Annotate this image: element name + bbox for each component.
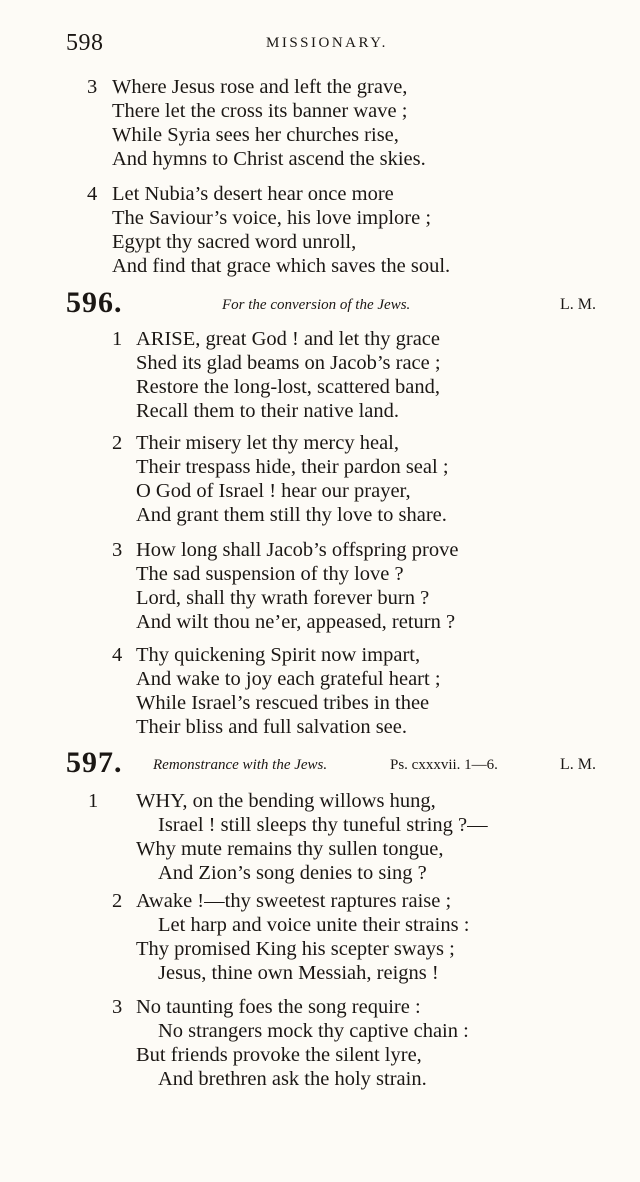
verse-line: And grant them still thy love to share. [136, 504, 447, 526]
hymn-meter: L. M. [560, 296, 596, 313]
scripture-reference: Ps. cxxxvii. 1—6. [390, 757, 498, 773]
verse-line: ARISE, great God ! and let thy grace [136, 328, 440, 350]
verse-line: Restore the long-lost, scattered band, [136, 376, 440, 398]
verse-line: The Saviour’s voice, his love implore ; [112, 207, 432, 229]
verse-line: Shed its glad beams on Jacob’s race ; [136, 352, 441, 374]
verse-line: And wilt thou ne’er, appeased, return ? [136, 611, 456, 633]
verse-line: O God of Israel ! hear our prayer, [136, 480, 411, 502]
verse-line: How long shall Jacob’s offspring prove [136, 539, 459, 561]
hymn-meter: L. M. [560, 756, 596, 773]
verse-line: Lord, shall thy wrath forever burn ? [136, 587, 430, 609]
hymn-heading [0, 746, 640, 780]
verse-line: The sad suspension of thy love ? [136, 563, 404, 585]
stanza-number: 4 [112, 644, 123, 666]
page-number: 598 [66, 30, 104, 56]
running-header [66, 30, 600, 56]
stanza-number: 3 [112, 996, 123, 1018]
stanza-number: 1 [88, 790, 99, 812]
verse-line: Their trespass hide, their pardon seal ; [136, 456, 449, 478]
verse-line: Why mute remains thy sullen tongue, [136, 838, 444, 860]
hymn-title: For the conversion of the Jews. [222, 297, 411, 313]
verse-line: And hymns to Christ ascend the skies. [112, 148, 426, 170]
verse-line: Jesus, thine own Messiah, reigns ! [158, 962, 439, 984]
verse-line: And find that grace which saves the soul. [112, 255, 451, 277]
stanza-number: 3 [112, 539, 123, 561]
verse-line: And wake to joy each grateful heart ; [136, 668, 441, 690]
verse-line: Where Jesus rose and left the grave, [112, 76, 408, 98]
verse-line: Thy quickening Spirit now impart, [136, 644, 421, 666]
running-title: MISSIONARY. [266, 35, 388, 51]
verse-line: No strangers mock thy captive chain : [158, 1020, 469, 1042]
verse-line: WHY, on the bending willows hung, [136, 790, 436, 812]
verse-line: Let harp and voice unite their strains : [158, 914, 470, 936]
stanza-number: 2 [112, 890, 123, 912]
hymn-number: 596. [66, 286, 123, 319]
verse-line: There let the cross its banner wave ; [112, 100, 408, 122]
verse-line: No taunting foes the song require : [136, 996, 421, 1018]
verse-line: While Israel’s rescued tribes in thee [136, 692, 430, 714]
verse-line: Israel ! still sleeps thy tuneful string ?— [158, 814, 488, 836]
verse-line: And brethren ask the holy strain. [158, 1068, 427, 1090]
stanza-number: 4 [87, 183, 98, 205]
hymn-title: Remonstrance with the Jews. [153, 757, 328, 773]
verse-line: Awake !—thy sweetest raptures raise ; [136, 890, 452, 912]
verse-line: Recall them to their native land. [136, 400, 399, 422]
stanza-number: 3 [87, 76, 98, 98]
stanza-number: 1 [112, 328, 123, 350]
verse-line: But friends provoke the silent lyre, [136, 1044, 422, 1066]
stanza-number: 2 [112, 432, 123, 454]
verse-line: While Syria sees her churches rise, [112, 124, 399, 146]
verse-line: Their bliss and full salvation see. [136, 716, 407, 738]
verse-line: Their misery let thy mercy heal, [136, 432, 399, 454]
hymn-heading [0, 286, 640, 320]
verse-line: Thy promised King his scepter sways ; [136, 938, 455, 960]
verse-line: And Zion’s song denies to sing ? [158, 862, 427, 884]
verse-line: Let Nubia’s desert hear once more [112, 183, 394, 205]
hymn-number: 597. [66, 746, 123, 779]
verse-line: Egypt thy sacred word unroll, [112, 231, 357, 253]
